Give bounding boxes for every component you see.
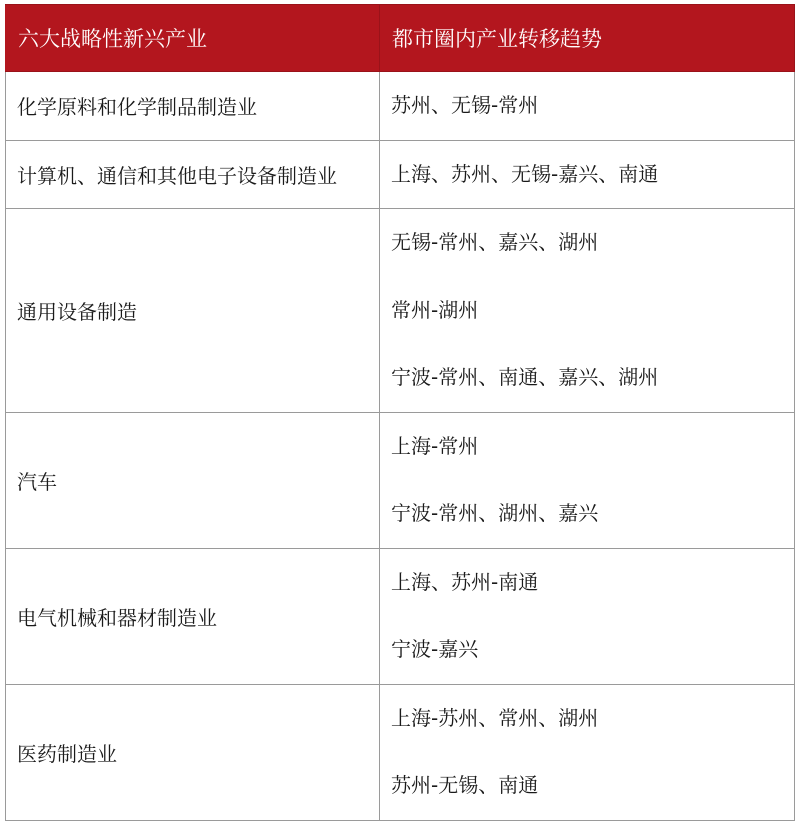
table-header-row — [6, 5, 795, 72]
trend-line: 宁波-常州、南通、嘉兴、湖州 — [391, 365, 659, 389]
trend-line: 上海、苏州-南通 — [391, 569, 539, 594]
trend-line: 苏州、无锡-常州 — [391, 93, 539, 117]
industry-cell: 通用设备制造 — [6, 209, 380, 413]
trend-line: 宁波-常州、湖州、嘉兴 — [391, 501, 599, 525]
table-row — [6, 684, 795, 820]
table-row — [6, 548, 795, 684]
industry-cell: 化学原料和化学制品制造业 — [6, 72, 380, 141]
table-row — [6, 209, 795, 413]
trend-line: 上海-常州 — [391, 433, 479, 458]
trend-cell — [380, 209, 795, 413]
industry-cell: 电气机械和器材制造业 — [6, 548, 380, 684]
industry-cell: 计算机、通信和其他电子设备制造业 — [6, 140, 380, 209]
trend-cell — [380, 412, 795, 548]
table-row — [6, 412, 795, 548]
trend-line: 上海-苏州、常州、湖州 — [391, 705, 599, 730]
trend-line: 上海、苏州、无锡-嘉兴、南通 — [391, 161, 659, 186]
trend-line: 无锡-常州、嘉兴、湖州 — [391, 230, 599, 254]
industry-cell: 医药制造业 — [6, 684, 380, 820]
header-industry: 六大战略性新兴产业 — [6, 5, 380, 72]
trend-line: 宁波-嘉兴 — [391, 637, 479, 661]
header-trend: 都市圈内产业转移趋势 — [380, 5, 795, 72]
table-row — [6, 140, 795, 209]
industry-transfer-table — [5, 4, 795, 821]
industry-cell: 汽车 — [6, 412, 380, 548]
trend-cell — [380, 684, 795, 820]
trend-cell — [380, 72, 795, 141]
trend-cell — [380, 548, 795, 684]
table-row — [6, 72, 795, 141]
trend-line: 常州-湖州 — [391, 297, 479, 322]
trend-line: 苏州-无锡、南通 — [391, 773, 539, 797]
trend-cell — [380, 140, 795, 209]
